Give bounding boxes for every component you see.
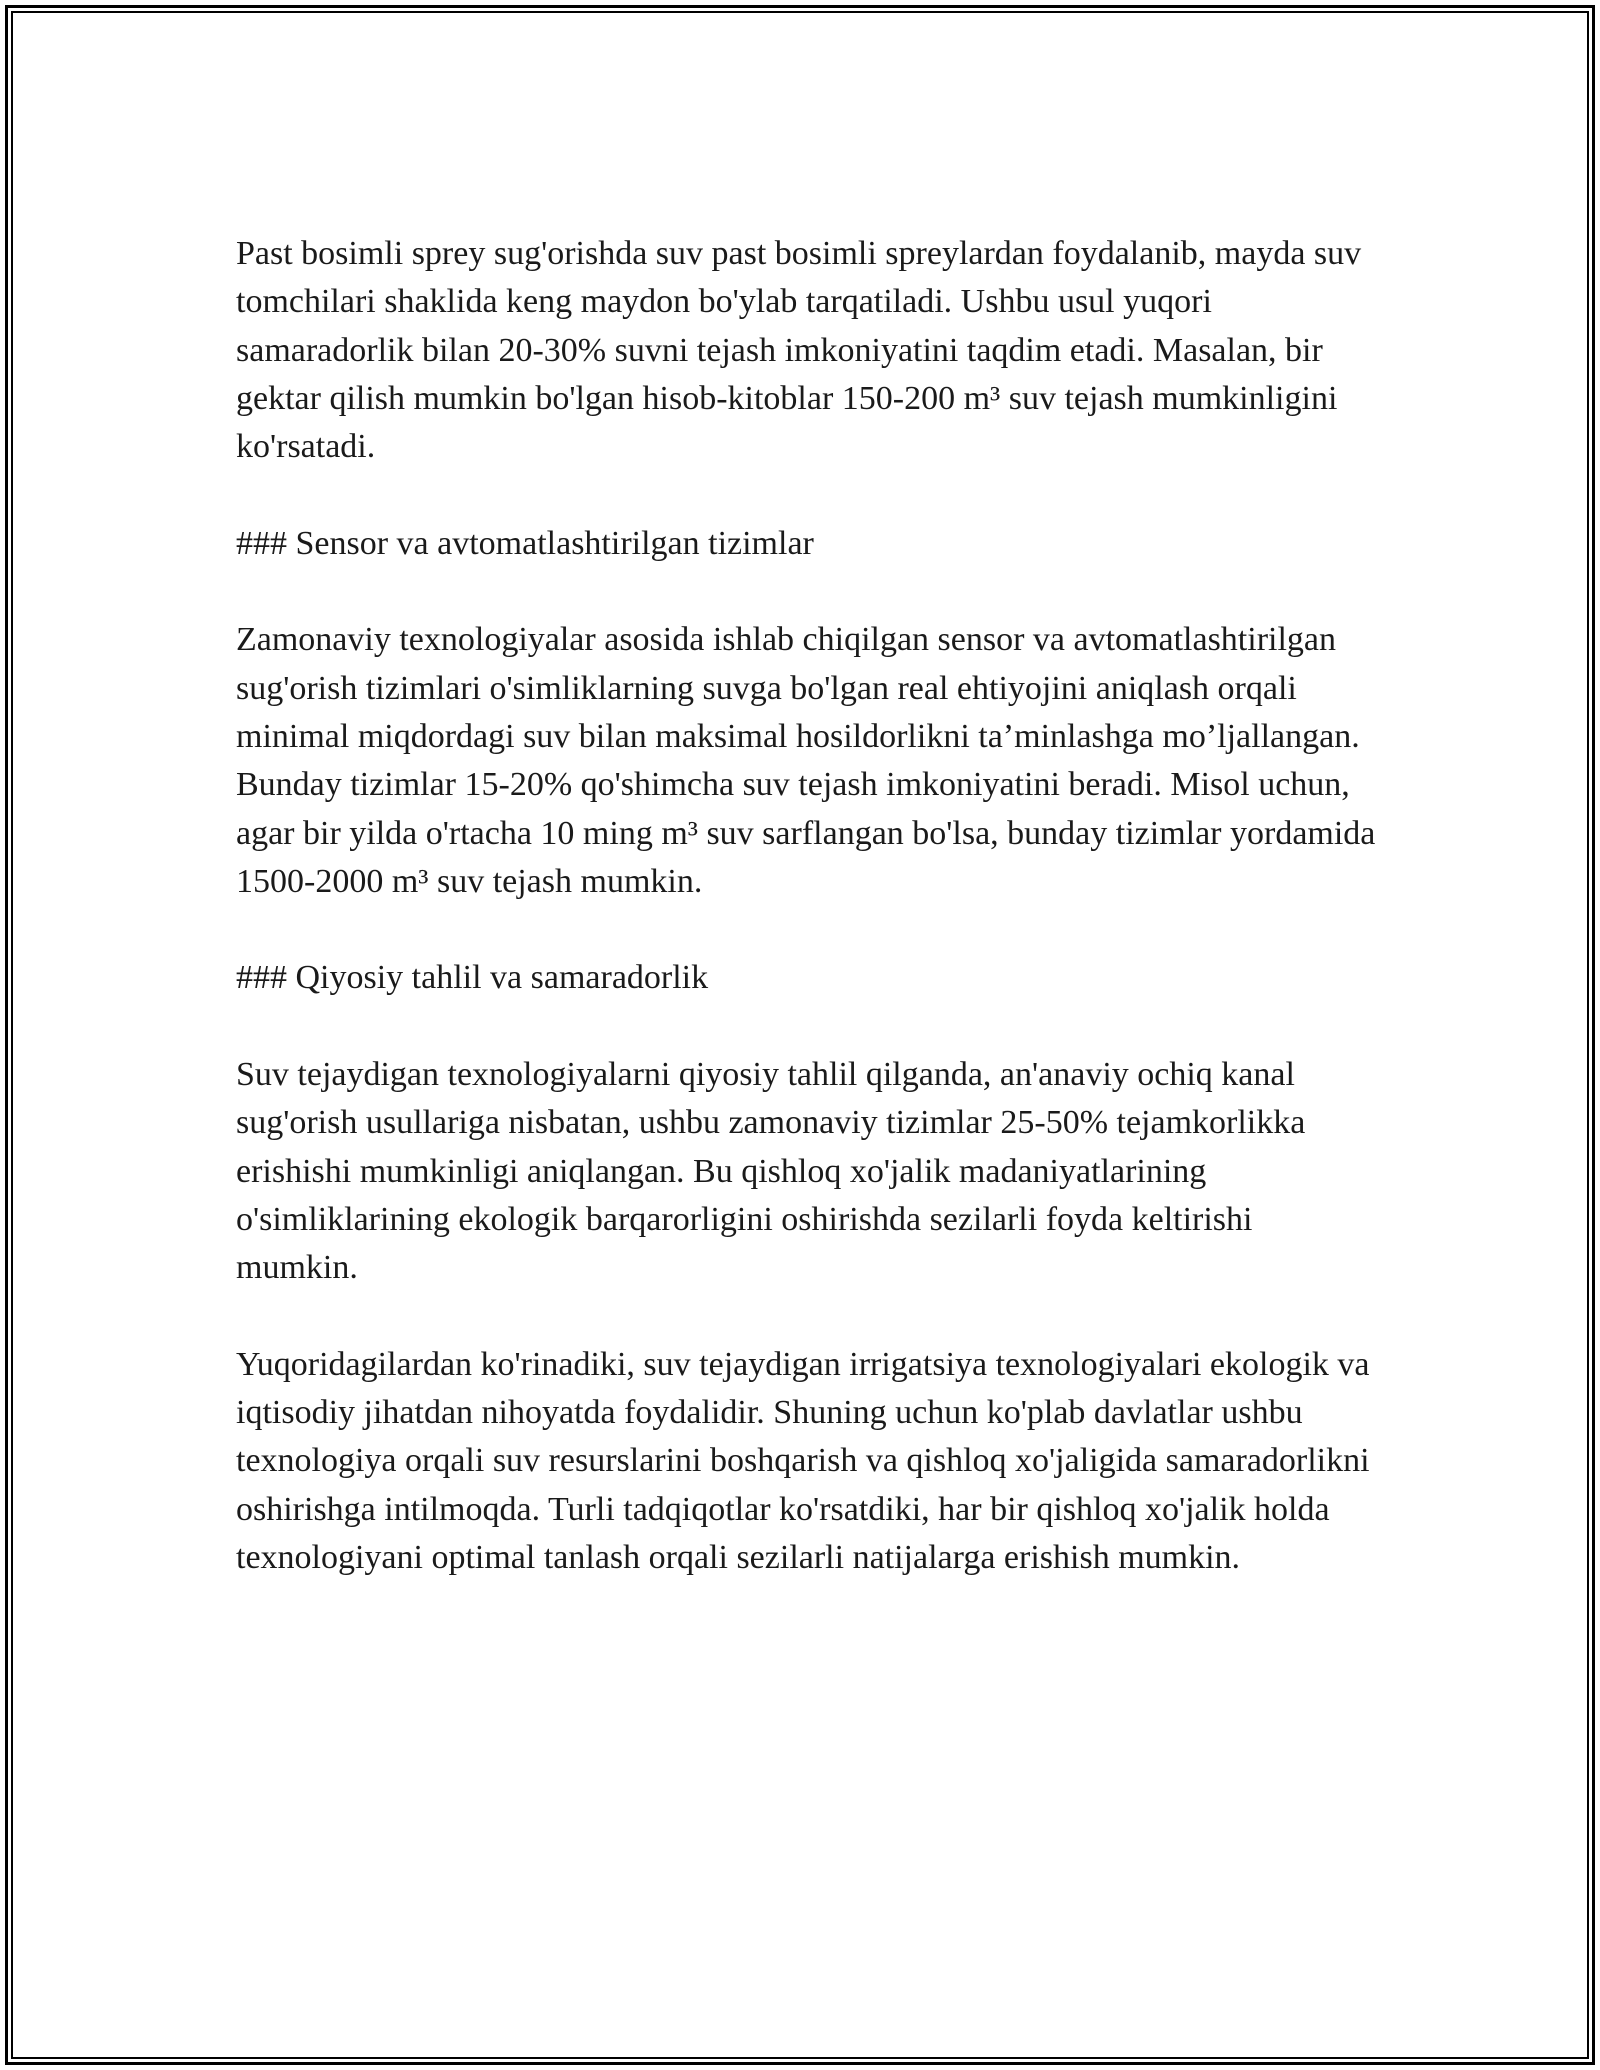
paragraph-sensor-systems: Zamonaviy texnologiyalar asosida ishlab chiqilgan sensor va avtomatlashtirilgan sug'orish tizimlari o'simliklarning suvga bo'lgan real ehtiyojini aniqlash orqali minimal miqdordagi suv bilan maksimal hosildorlikni ta’minlashga mo’ljallangan. Bunday tizimlar 15-20% qo'shimcha suv tejash imkoniyatini beradi. Misol uchun, agar bir yilda o'rtacha 10 ming m³ suv sarflangan bo'lsa, bunday tizimlar yordamida 1500-2000 m³ suv tejash mumkin. <box>236 621 1376 900</box>
paragraph-conclusion: Yuqoridagilardan ko'rinadiki, suv tejaydigan irrigatsiya texnologiyalari ekologik va iqtisodiy jihatdan nihoyatda foydalidir. Shuning uchun ko'plab davlatlar ushbu texnologiya orqali suv resurslarini boshqarish va qishloq xo'jaligida samaradorlikni oshirishga intilmoqda. Turli tadqiqotlar ko'rsatdiki, har bir qishloq xo'jalik holda texnologiyani optimal tanlash orqali sezilarli natijalarga erishish mumkin. <box>236 1345 1370 1577</box>
heading-comparative-analysis: ### Qiyosiy tahlil va samaradorlik <box>236 959 709 997</box>
document-body <box>236 230 1376 1631</box>
paragraph-low-pressure-spray: Past bosimli sprey sug'orishda suv past bosimli spreylardan foydalanib, mayda suv tomchilari shaklida keng maydon bo'ylab tarqatiladi. Ushbu usul yuqori samaradorlik bilan 20-30% suvni tejash imkoniyatini taqdim etadi. Masalan, bir gektar qilish mumkin bo'lgan hisob-kitoblar 150-200 m³ suv tejash mumkinligini ko'rsatadi. <box>236 235 1362 466</box>
heading-sensor-systems: ### Sensor va avtomatlashtirilgan tizimlar <box>236 524 814 562</box>
paragraph-comparative-analysis: Suv tejaydigan texnologiyalarni qiyosiy tahlil qilganda, an'anaviy ochiq kanal sug'orish usullariga nisbatan, ushbu zamonaviy tizimlar 25-50% tejamkorlikka erishishi mumkinligi aniqlangan. Bu qishloq xo'jalik madaniyatlarining o'simliklarining ekologik barqarorligini oshirishda sezilarli foyda keltirishi mumkin. <box>236 1056 1306 1287</box>
